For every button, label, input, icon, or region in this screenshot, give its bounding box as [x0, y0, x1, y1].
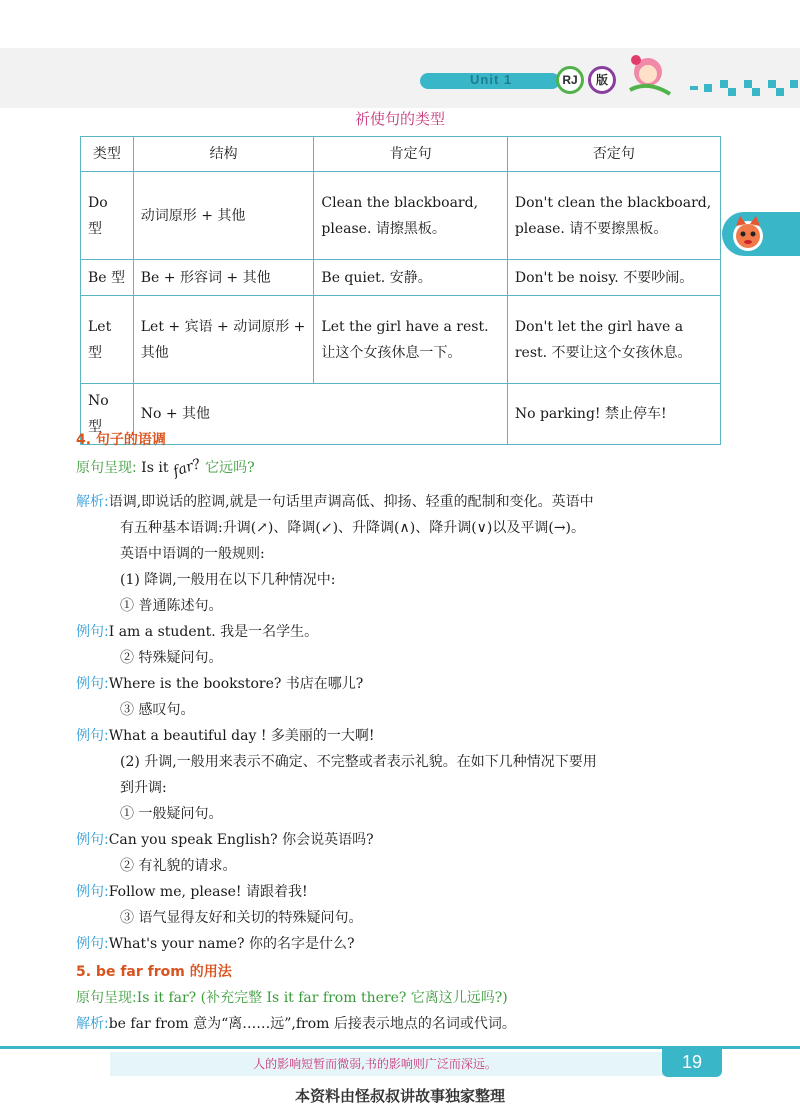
example-text: Where is the bookstore? 书店在哪儿?	[108, 676, 364, 692]
original-sentence-line	[76, 458, 255, 478]
table-cell: Be 型	[81, 260, 134, 296]
original-label: 原句呈现:	[76, 990, 137, 1006]
original-text: Is it far? (补充完整 Is it far from there? 它离这儿远吗?)	[136, 990, 508, 1006]
page-number: 19	[662, 1047, 722, 1077]
rising-case-1: ① 一般疑问句。	[120, 806, 223, 822]
example-2	[76, 674, 363, 694]
table-cell: Be quiet. 安静。	[314, 260, 507, 296]
unit-label: Unit 1	[470, 72, 513, 87]
cartoon-girl-icon	[618, 50, 688, 100]
example-1	[76, 622, 318, 642]
fox-mascot-icon	[728, 214, 768, 254]
table-row	[81, 172, 721, 260]
analysis-text: be far from 意为“离……远”,from 后接表示地点的名词或代词。	[108, 1016, 516, 1032]
table-cell: No + 其他	[133, 384, 507, 445]
original-text-far: far?	[171, 456, 203, 480]
section-5-analysis	[76, 1014, 516, 1034]
checker-stripe	[690, 80, 800, 96]
header-cell: 类型	[81, 137, 134, 172]
table-cell: Let 型	[81, 296, 134, 384]
table-row	[81, 260, 721, 296]
original-text-cn: 它远吗?	[205, 460, 255, 476]
table-cell: Don't be noisy. 不要吵闹。	[507, 260, 720, 296]
section-5-original	[76, 988, 508, 1008]
example-text: What a beautiful day ! 多美丽的一大啊!	[108, 728, 375, 744]
example-text: Can you speak English? 你会说英语吗?	[108, 832, 374, 848]
example-label: 例句:	[76, 936, 109, 952]
header-cell: 肯定句	[314, 137, 507, 172]
edition-badge: 版	[588, 66, 616, 94]
table-cell: No parking! 禁止停车!	[507, 384, 720, 445]
table-title: 祈使句的类型	[354, 110, 445, 128]
table-cell: Don't clean the blackboard, please. 请不要擦黑板。	[507, 172, 720, 260]
analysis-line-3: 英语中语调的一般规则:	[120, 546, 265, 562]
footer-quote: 人的影响短暂而微弱,书的影响则广泛而深远。	[253, 1057, 497, 1071]
example-3	[76, 726, 375, 746]
original-label: 原句呈现:	[76, 460, 137, 476]
analysis-line-2: 有五种基本语调:升调(↗)、降调(↙)、升降调(∧)、降升调(∨)以及平调(→)。	[120, 520, 586, 536]
example-label: 例句:	[76, 676, 109, 692]
rising-rule-1: (2) 升调,一般用来表示不确定、不完整或者表示礼貌。在如下几种情况下要用	[120, 754, 597, 770]
table-cell: Let + 宾语 + 动词原形 + 其他	[133, 296, 314, 384]
falling-rule: (1) 降调,一般用在以下几种情况中:	[120, 572, 336, 588]
rising-rule-2: 到升调:	[120, 780, 167, 796]
imperative-types-table	[80, 136, 721, 445]
analysis-text: 语调,即说话的腔调,就是一句话里声调高低、抑扬、轻重的配制和变化。英语中	[108, 494, 594, 510]
example-text: I am a student. 我是一名学生。	[108, 624, 319, 640]
example-6	[76, 934, 354, 954]
header-cell: 结构	[133, 137, 314, 172]
table-cell: Clean the blackboard, please. 请擦黑板。	[314, 172, 507, 260]
example-4	[76, 830, 374, 850]
analysis-line-1	[76, 492, 594, 512]
table-header-row	[81, 137, 721, 172]
table-cell: 动词原形 + 其他	[133, 172, 314, 260]
header-cell: 否定句	[507, 137, 720, 172]
table-cell: Don't let the girl have a rest. 不要让这个女孩休息。	[507, 296, 720, 384]
table-cell: Do 型	[81, 172, 134, 260]
rising-case-3: ③ 语气显得友好和关切的特殊疑问句。	[120, 910, 363, 926]
analysis-label: 解析:	[76, 494, 109, 510]
analysis-label: 解析:	[76, 1016, 109, 1032]
table-row	[81, 296, 721, 384]
section-5-heading: 5. be far from 的用法	[76, 964, 232, 980]
falling-case-2: ② 特殊疑问句。	[120, 650, 223, 666]
example-label: 例句:	[76, 832, 109, 848]
example-label: 例句:	[76, 728, 109, 744]
table-cell: Let the girl have a rest. 让这个女孩休息一下。	[314, 296, 507, 384]
rising-case-2: ② 有礼貌的请求。	[120, 858, 237, 874]
example-label: 例句:	[76, 624, 109, 640]
section-4-heading: 4. 句子的语调	[76, 432, 166, 448]
falling-case-3: ③ 感叹句。	[120, 702, 195, 718]
original-text-en: Is it	[141, 460, 169, 476]
credit-line: 本资料由怪叔叔讲故事独家整理	[294, 1087, 505, 1105]
falling-case-1: ① 普通陈述句。	[120, 598, 223, 614]
example-text: Follow me, please! 请跟着我!	[108, 884, 308, 900]
example-label: 例句:	[76, 884, 109, 900]
table-cell: Be + 形容词 + 其他	[133, 260, 314, 296]
table-cell: No 型	[81, 384, 134, 445]
rj-badge: RJ	[556, 66, 584, 94]
table-row	[81, 384, 721, 445]
example-5	[76, 882, 308, 902]
example-text: What's your name? 你的名字是什么?	[108, 936, 355, 952]
